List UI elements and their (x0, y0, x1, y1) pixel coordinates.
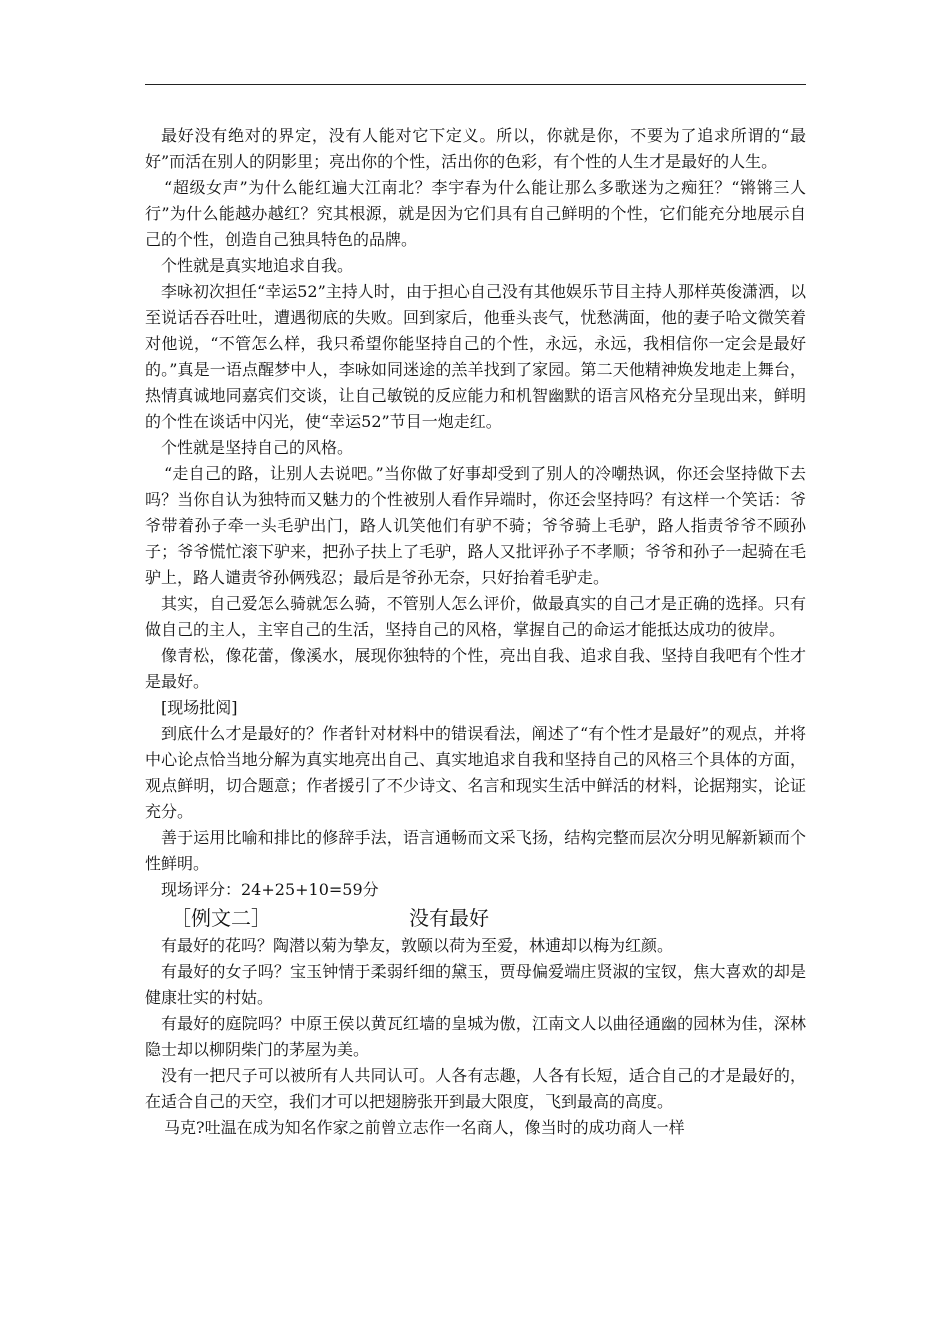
example-heading (145, 903, 806, 933)
paragraph: 有最好的庭院吗？中原王侯以黄瓦红墙的皇城为傲，江南文人以曲径通幽的园林为佳，深林隐士却以柳阴柴门的茅屋为美。 (145, 1014, 806, 1059)
paragraph: “超级女声”为什么能红遍大江南北？李宇春为什么能让那么多歌迷为之痴狂？“锵锵三人行”为什么能越办越红？究其根源，就是因为它们具有自己鲜明的个性，它们能充分地展示自己的个性，创造自己独具特色的品牌。 (145, 178, 806, 249)
score-line: 现场评分：24+25+10=59分 (161, 880, 379, 899)
paragraph: 像青松，像花蕾，像溪水，展现你独特的个性，亮出自我、追求自我、坚持自我吧有个性才是最好。 (145, 646, 806, 691)
review-label: [现场批阅] (161, 698, 238, 717)
paragraph: 最好没有绝对的界定，没有人能对它下定义。所以，你就是你，不要为了追求所谓的“最好”而活在别人的阴影里；亮出你的个性，活出你的色彩，有个性的人生才是最好的人生。 (145, 126, 806, 171)
review-comment: 到底什么才是最好的？作者针对材料中的错误看法，阐述了“有个性才是最好”的观点，并将中心论点恰当地分解为真实地亮出自己、真实地追求自我和坚持自己的风格三个具体的方面，观点鲜明，切合题意；作者援引了不少诗文、名言和现实生活中鲜活的材料，论据翔实，论证充分。 (145, 724, 806, 821)
paragraph: 马克?吐温在成为知名作家之前曾立志作一名商人，像当时的成功商人一样 (164, 1118, 685, 1137)
section-claim: 个性就是坚持自己的风格。 (161, 438, 354, 457)
document-body (145, 123, 806, 1141)
example-label: ［例文二］ (171, 906, 271, 930)
header-rule (145, 84, 806, 85)
section-claim: 个性就是真实地追求自我。 (161, 256, 354, 275)
paragraph: 李咏初次担任“幸运52”主持人时，由于担心自己没有其他娱乐节目主持人那样英俊潇洒，以至说话吞吞吐吐，遭遇彻底的失败。回到家后，他垂头丧气，忧愁满面，他的妻子哈文微笑着对他说，“不管怎么样，我只希望你能坚持自己的个性，永远，永远，我相信你一定会是最好的。”真是一语点醒梦中人，李咏如同迷途的羔羊找到了家园。第二天他精神焕发地走上舞台，热情真诚地同嘉宾们交谈，让自己敏锐的反应能力和机智幽默的语言风格充分呈现出来，鲜明的个性在谈话中闪光，使“幸运52”节目一炮走红。 (145, 282, 806, 431)
paragraph: “走自己的路，让别人去说吧。”当你做了好事却受到了别人的冷嘲热讽，你还会坚持做下去吗？当你自认为独特而又魅力的个性被别人看作异端时，你还会坚持吗？有这样一个笑话：爷爷带着孙子牵一头毛驴出门，路人讥笑他们有驴不骑；爷爷骑上毛驴，路人指责爷爷不顾孙子；爷爷慌忙滚下驴来，把孙子扶上了毛驴，路人又批评孙子不孝顺；爷爷和孙子一起骑在毛驴上，路人谴责爷孙俩残忍；最后是爷孙无奈，只好抬着毛驴走。 (145, 464, 806, 587)
paragraph: 没有一把尺子可以被所有人共同认可。人各有志趣，人各有长短，适合自己的才是最好的，在适合自己的天空，我们才可以把翅膀张开到最大限度，飞到最高的高度。 (145, 1066, 806, 1111)
paragraph: 有最好的花吗？陶潜以菊为挚友，敦颐以荷为至爱，林逋却以梅为红颜。 (161, 936, 674, 955)
paragraph: 有最好的女子吗？宝玉钟情于柔弱纤细的黛玉，贾母偏爱端庄贤淑的宝钗，焦大喜欢的却是健康壮实的村姑。 (145, 962, 806, 1007)
review-comment: 善于运用比喻和排比的修辞手法，语言通畅而文采飞扬，结构完整而层次分明见解新颖而个性鲜明。 (145, 828, 806, 873)
example-title: 没有最好 (409, 906, 489, 930)
paragraph: 其实，自己爱怎么骑就怎么骑，不管别人怎么评价，做最真实的自己才是正确的选择。只有做自己的主人，主宰自己的生活，坚持自己的风格，掌握自己的命运才能抵达成功的彼岸。 (145, 594, 806, 639)
